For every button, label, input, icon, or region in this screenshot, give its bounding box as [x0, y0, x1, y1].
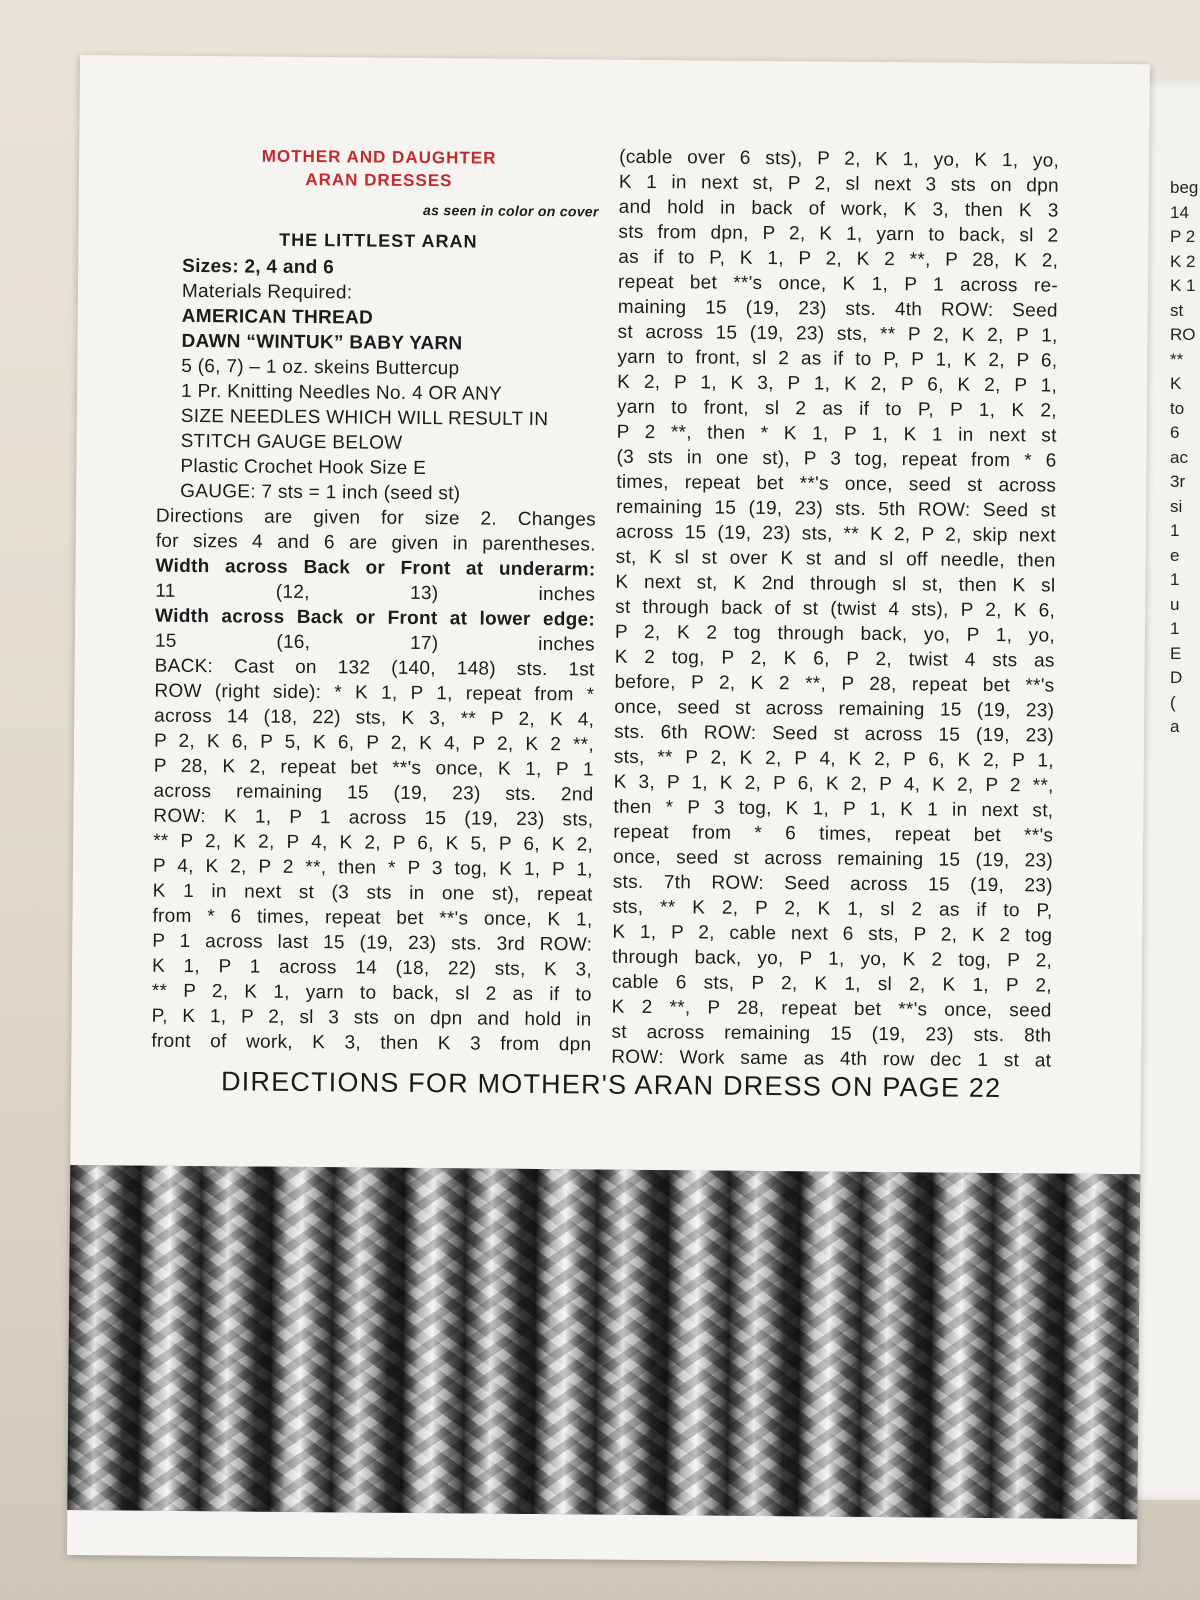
text-line: AMERICAN THREAD	[181, 305, 374, 329]
text-line: ** P 2, K 1, yarn to back, sl 2 as if to	[151, 980, 592, 1006]
text-line: repeat bet **'s once, K 1, P 1 across re-	[617, 271, 1059, 297]
text-line: ROW: Work same as 4th row dec 1 st at	[611, 1046, 1052, 1072]
text-line: cable 6 sts, P 2, K 1, sl 2, K 1, P 2,	[611, 971, 1053, 997]
text-line: K 1, P 1 across 14 (18, 22) sts, K 3,	[151, 955, 593, 981]
text-line: 11 (12, 13) inches	[155, 580, 596, 606]
left-text-block	[151, 254, 598, 1058]
text-line: Directions are given for size 2. Changes	[155, 505, 597, 531]
text-line: DAWN “WINTUK” BABY YARN	[181, 330, 463, 355]
text-line: once, seed st across remaining 15 (19, 23)	[612, 846, 1054, 872]
text-line: sts, ** P 2, K 2, P 4, K 2, P 6, K 2, P 1,	[613, 746, 1054, 772]
footer-directions: DIRECTIONS FOR MOTHER'S ARAN DRESS ON PAGE 22	[220, 1066, 1002, 1104]
text-line: K 1 in next st (3 sts in one st), repeat	[152, 880, 593, 906]
text-line: maining 15 (19, 23) sts. 4th ROW: Seed	[617, 296, 1058, 322]
text-line: across 14 (18, 22) sts, K 3, ** P 2, K 4,	[154, 705, 595, 731]
text-line: st across 15 (19, 23) sts, ** P 2, K 2, P 1,	[617, 321, 1058, 347]
text-line: then * P 3 tog, K 1, P 1, K 1 in next st,	[613, 796, 1054, 822]
text-line: across 15 (19, 23) sts, ** K 2, P 2, skip next	[615, 521, 1056, 547]
text-line: for sizes 4 and 6 are given in parentheses.	[155, 530, 596, 556]
text-line: BACK: Cast on 132 (140, 148) sts. 1st	[154, 655, 595, 681]
text-line: before, P 2, K 2 **, P 28, repeat bet **'s	[614, 671, 1055, 697]
text-line: P, K 1, P 2, sl 3 sts on dpn and hold in	[151, 1005, 592, 1031]
text-line: P 4, K 2, P 2 **, then * P 3 tog, K 1, P 1,	[152, 855, 593, 881]
text-line: (cable over 6 sts), P 2, K 1, yo, K 1, yo,	[619, 146, 1060, 172]
right-text-block	[611, 145, 1059, 1074]
text-line: yarn to front, sl 2 as if to P, P 1, K 2,	[616, 396, 1058, 422]
text-line: st through back of st (twist 4 sts), P 2, K 6,	[615, 596, 1056, 622]
text-line: 5 (6, 7) – 1 oz. skeins Buttercup	[181, 355, 460, 380]
text-line: and hold in back of work, K 3, then K 3	[618, 196, 1059, 222]
text-line: across remaining 15 (19, 23) sts. 2nd	[153, 780, 594, 806]
text-line: ** P 2, K 2, P 4, K 2, P 6, K 5, P 6, K 2,	[153, 830, 594, 856]
text-line: SIZE NEEDLES WHICH WILL RESULT IN	[180, 405, 549, 431]
text-line: K 2 tog, P 2, K 6, P 2, twist 4 sts as	[614, 646, 1055, 672]
text-line: Plastic Crochet Hook Size E	[180, 455, 427, 480]
text-line: from * 6 times, repeat bet **'s once, K 1,	[152, 905, 593, 931]
text-line: K next st, K 2nd through sl st, then K sl	[615, 571, 1056, 597]
booklet-page	[67, 55, 1150, 1564]
text-line: K 2, P 1, K 3, P 1, K 2, P 6, K 2, P 1,	[617, 371, 1058, 397]
text-line: Sizes: 2, 4 and 6	[182, 255, 335, 279]
section-heading: THE LITTLEST ARAN	[279, 229, 478, 252]
text-line: front of work, K 3, then K 3 from dpn	[151, 1030, 592, 1056]
title-line-2: ARAN DRESSES	[305, 169, 453, 191]
text-line: as if to P, K 1, P 2, K 2 **, P 28, K 2,	[618, 246, 1059, 272]
text-line: repeat from * 6 times, repeat bet **'s	[613, 821, 1054, 847]
text-line: st across remaining 15 (19, 23) sts. 8th	[611, 1021, 1052, 1047]
right-column	[611, 145, 1059, 1074]
text-line: sts from dpn, P 2, K 1, yarn to back, sl 2	[618, 221, 1059, 247]
text-line: through back, yo, P 1, yo, K 2 tog, P 2,	[612, 946, 1053, 972]
text-line: sts, ** K 2, P 2, K 1, sl 2 as if to P,	[612, 896, 1053, 922]
text-line: P 1 across last 15 (19, 23) sts. 3rd ROW:	[152, 930, 593, 956]
subtitle: as seen in color on cover	[423, 202, 599, 220]
text-line: sts. 6th ROW: Seed st across 15 (19, 23)	[614, 721, 1055, 747]
text-line: STITCH GAUGE BELOW	[180, 430, 403, 454]
text-line: P 2, K 2 tog through back, yo, P 1, yo,	[614, 621, 1056, 647]
text-line: times, repeat bet **'s once, seed st across	[616, 471, 1057, 497]
left-column	[151, 144, 599, 1058]
text-line: 1 Pr. Knitting Needles No. 4 OR ANY	[180, 380, 503, 405]
aran-knit-photo	[67, 1165, 1140, 1519]
text-line: st, K sl st over K st and sl off needle, then	[615, 546, 1056, 572]
text-line: Width across Back or Front at lower edge:	[155, 605, 596, 631]
text-line: K 3, P 1, K 2, P 6, K 2, P 4, K 2, P 2 **,	[613, 771, 1054, 797]
text-line: once, seed st across remaining 15 (19, 23)	[614, 696, 1055, 722]
text-line: Width across Back or Front at underarm:	[155, 555, 596, 581]
title-line-1: MOTHER AND DAUGHTER	[261, 146, 497, 168]
text-line: 15 (16, 17) inches	[154, 630, 595, 656]
text-line: GAUGE: 7 sts = 1 inch (seed st)	[180, 480, 461, 505]
text-line: (3 sts in one st), P 3 tog, repeat from * 6	[616, 446, 1057, 472]
text-line: remaining 15 (19, 23) sts. 5th ROW: Seed st	[615, 496, 1057, 522]
text-line: ROW (right side): * K 1, P 1, repeat from *	[154, 680, 595, 706]
text-line: P 28, K 2, repeat bet **'s once, K 1, P 1	[153, 755, 594, 781]
text-line: yarn to front, sl 2 as if to P, P 1, K 2, P 6,	[617, 346, 1058, 372]
text-line: P 2 **, then * K 1, P 1, K 1 in next st	[616, 421, 1057, 447]
text-line: K 1, P 2, cable next 6 sts, P 2, K 2 tog	[612, 921, 1053, 947]
adjacent-page-text: beg 14 P 2 K 2 K 1 st RO ** K to 6 ac 3r si 1 e 1 u 1 E D ( a	[1170, 178, 1199, 736]
text-line: K 1 in next st, P 2, sl next 3 sts on dpn	[618, 171, 1059, 197]
text-line: Materials Required:	[181, 280, 353, 304]
text-line: ROW: K 1, P 1 across 15 (19, 23) sts,	[153, 805, 594, 831]
text-line: P 2, K 6, P 5, K 6, P 2, K 4, P 2, K 2 **,	[153, 730, 595, 756]
text-line: K 2 **, P 28, repeat bet **'s once, seed	[611, 996, 1052, 1022]
text-line: sts. 7th ROW: Seed across 15 (19, 23)	[612, 871, 1053, 897]
